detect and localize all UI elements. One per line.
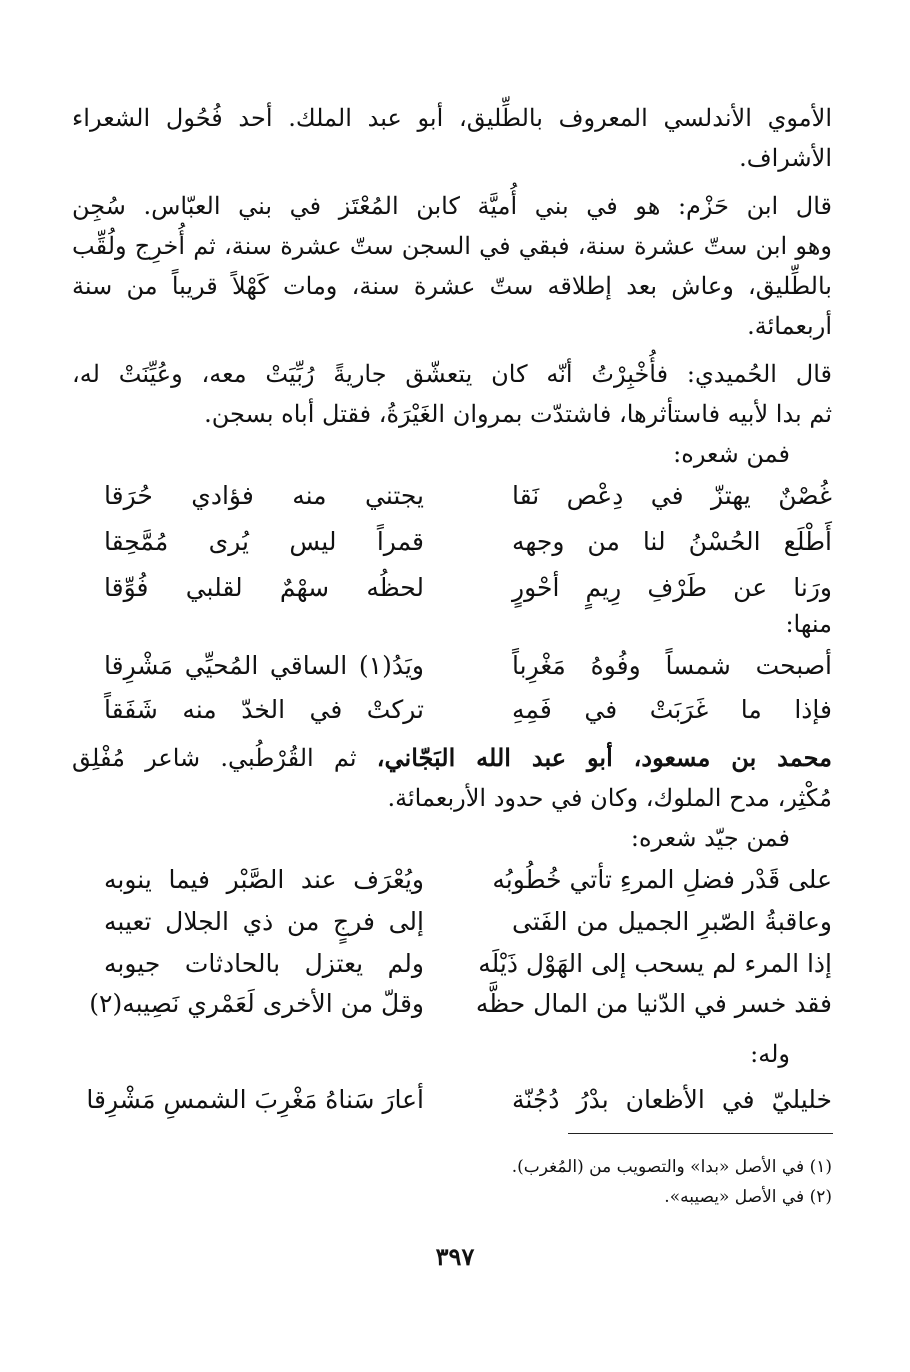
- footnote: (١) في الأصل «بدا» والتصويب من (المُغرب).: [511, 1157, 832, 1177]
- text-line: الأموي الأندلسي المعروف بالطِّليق، أبو عبد الملك. أحد فُحُول الشعراء: [72, 104, 832, 132]
- verse-line: [72, 942, 832, 986]
- poem-label: منها:: [785, 610, 832, 638]
- second-hemistich: ويَدُ(١) الساقي المُحيِّي مَشْرِقا: [104, 651, 424, 680]
- second-hemistich: إلى فرجٍ من ذي الجلال تعيبه: [104, 907, 424, 936]
- first-hemistich: وعاقبةُ الصّبرِ الجميل من الفَتى: [512, 907, 832, 936]
- first-hemistich: خليليّ في الأظعان بدْرُ دُجُنّة: [512, 1085, 832, 1114]
- first-hemistich: ورَنا عن طَرْفِ رِيمٍ أحْورٍ: [512, 573, 832, 602]
- footnote: (٢) في الأصل «يصيبه».: [664, 1187, 832, 1207]
- poem-label: فمن جيّد شعره:: [630, 824, 790, 852]
- footnote-separator: [568, 1133, 833, 1134]
- text-line: أربعمائة.: [747, 312, 832, 340]
- text-line: قال ابن حَزْم: هو في بني أُميَّة كابن المُعْتَز في بني العبّاس. سُجِن: [72, 192, 832, 220]
- second-hemistich: تركتْ في الخدّ منه شَفَقاً: [104, 695, 424, 724]
- second-hemistich: وقلّ من الأخرى لَعَمْري نَصِيبه(٢): [89, 989, 424, 1018]
- text-line: قال الحُميدي: فأُخْبِرْتُ أنّه كان يتعشّق جاريةً رُبِّيَتْ معه، وعُيِّنَتْ له،: [72, 360, 832, 388]
- first-hemistich: أصبحت شمساً وفُوهُ مَغْرِباً: [512, 651, 832, 680]
- second-hemistich: قمراً ليس يُرى مُمَّحِقا: [104, 527, 424, 556]
- verse-line: [72, 900, 832, 944]
- second-hemistich: يجتني منه فؤادي حُرَقا: [104, 481, 424, 510]
- verse-line: [72, 1078, 832, 1122]
- verse-line: [72, 858, 832, 902]
- poem-label: فمن شعره:: [673, 440, 790, 468]
- first-hemistich: فإذا ما غَرَبَتْ في فَمِهِ: [512, 695, 832, 724]
- verse-line: [72, 688, 832, 732]
- verse-line: [72, 474, 832, 518]
- verse-line: [72, 520, 832, 564]
- second-hemistich: ولم يعتزل بالحادثات جيوبه: [104, 949, 424, 978]
- first-hemistich: أَطْلَع الحُسْنُ لنا من وجهه: [512, 527, 832, 556]
- text-line: الأشراف.: [739, 144, 832, 172]
- first-hemistich: إذا المرء لم يسحب إلى الهَوْل ذَيْلَه: [478, 949, 832, 978]
- second-hemistich: ويُعْرَف عند الصَّبْر فيما ينوبه: [104, 865, 424, 894]
- person-name: محمد بن مسعود، أبو عبد الله البَجّاني،: [376, 743, 833, 772]
- text-line: مُكْثِر، مدح الملوك، وكان في حدود الأربعمائة.: [387, 784, 832, 812]
- first-hemistich: على قَدْر فضلِ المرءِ تأتي خُطُوبُه: [492, 865, 832, 894]
- second-hemistich: لحظُه سهْمٌ لقلبي فُوِّقا: [104, 573, 424, 602]
- first-hemistich: غُصْنٌ يهتزّ في دِعْص نَقا: [512, 481, 832, 510]
- verse-line: [72, 982, 832, 1026]
- page-number: ٣٩٧: [435, 1242, 475, 1271]
- text-line: وهو ابن ستّ عشرة سنة، فبقي في السجن ستّ عشرة سنة، ثم أُخرِج ولُقِّب: [72, 232, 832, 260]
- text-line: بالطِّليق، وعاش بعد إطلاقه ستّ عشرة سنة، ومات كَهْلاً قريباً من سنة: [72, 272, 832, 300]
- verse-line: [72, 566, 832, 610]
- text-line: ثم بدا لأبيه فاستأثرها، فاشتدّت بمروان الغَيْرَةُ، فقتل أباه بسجن.: [204, 400, 832, 428]
- second-hemistich: أعارَ سَناهُ مَغْرِبَ الشمسِ مَشْرِقا: [86, 1085, 424, 1114]
- poem-label: وله:: [750, 1040, 790, 1068]
- text-line: [72, 740, 832, 776]
- verse-line: [72, 644, 832, 688]
- name-continuation: ثم القُرْطُبي. شاعر مُفْلِق: [72, 744, 377, 772]
- first-hemistich: فقد خسر في الدّنيا من المال حظَّه: [475, 989, 832, 1018]
